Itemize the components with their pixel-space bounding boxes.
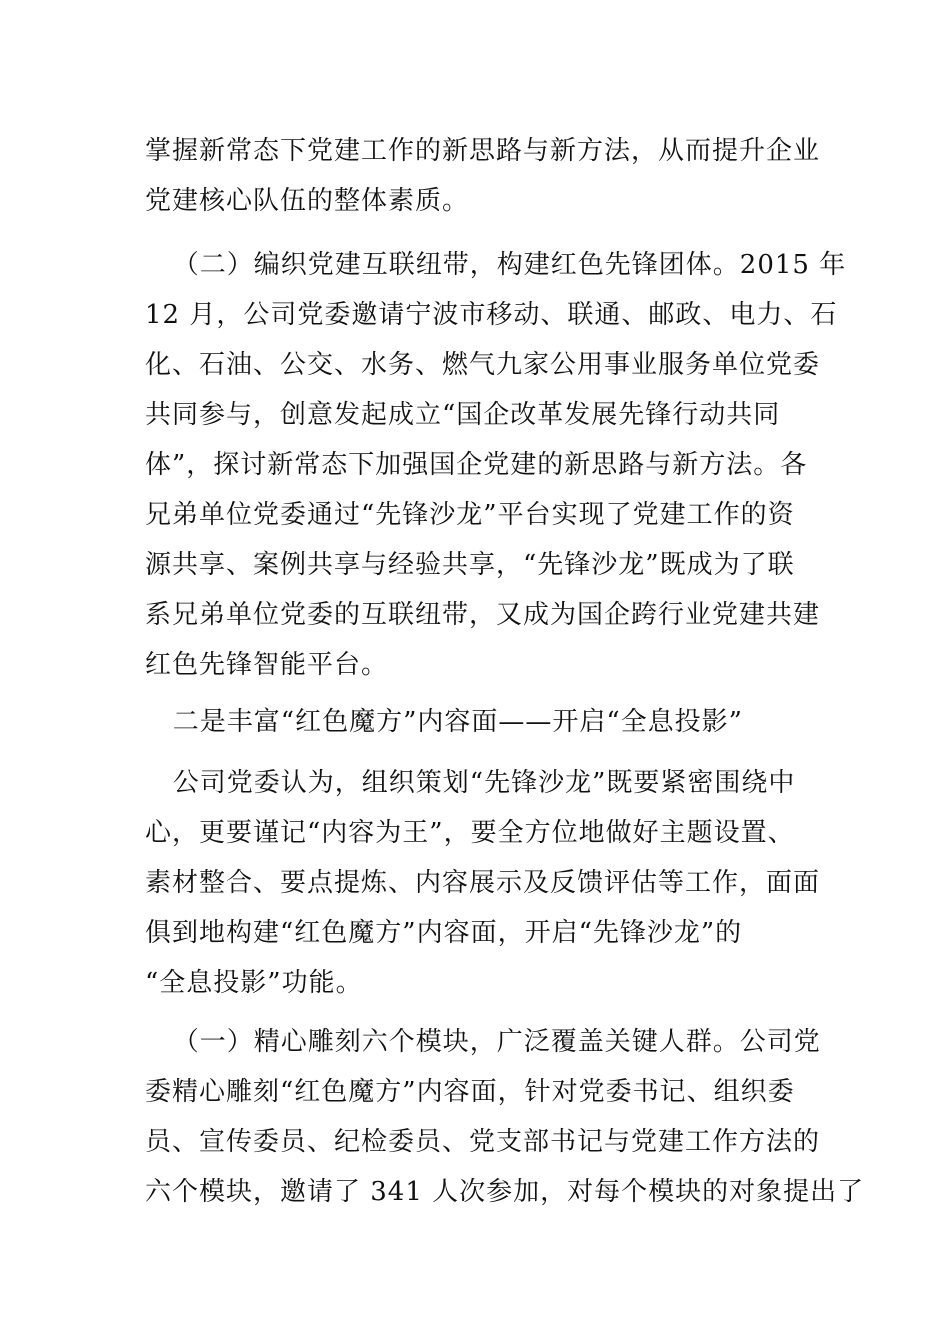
- text-line: （一）精心雕刻六个模块，广泛覆盖关键人群。公司党: [145, 1027, 821, 1057]
- paragraph-2: [145, 240, 847, 690]
- text-line: （二）编织党建互联纽带，构建红色先锋团体。2015 年: [145, 250, 847, 280]
- text-line: 源共享、案例共享与经验共享，“先锋沙龙”既成为了联: [145, 550, 795, 580]
- text-line: 体”，探讨新常态下加强国企党建的新思路与新方法。各: [145, 450, 808, 480]
- text-line: 12 月，公司党委邀请宁波市移动、联通、邮政、电力、石: [145, 300, 838, 330]
- text-line: 委精心雕刻“红色魔方”内容面，针对党委书记、组织委: [145, 1077, 795, 1107]
- section-heading: [145, 697, 815, 747]
- text-line: 俱到地构建“红色魔方”内容面，开启“先锋沙龙”的: [145, 918, 743, 948]
- text-line: 掌握新常态下党建工作的新思路与新方法，从而提升企业: [145, 136, 821, 166]
- text-line: 红色先锋智能平台。: [145, 650, 389, 680]
- paragraph-4: [145, 1017, 865, 1217]
- text-line: 化、石油、公交、水务、燃气九家公用事业服务单位党委: [145, 350, 821, 380]
- text-line: 六个模块，邀请了 341 人次参加，对每个模块的对象提出了: [145, 1177, 865, 1207]
- text-line: “全息投影”功能。: [145, 968, 363, 998]
- paragraph-1: [145, 126, 821, 226]
- heading-line: 二是丰富“红色魔方”内容面——开启“全息投影”: [145, 707, 743, 737]
- text-line: 员、宣传委员、纪检委员、党支部书记与党建工作方法的: [145, 1127, 821, 1157]
- text-line: 共同参与，创意发起成立“国企改革发展先锋行动共同: [145, 400, 781, 430]
- text-line: 素材整合、要点提炼、内容展示及反馈评估等工作，面面: [145, 868, 821, 898]
- text-line: 党建核心队伍的整体素质。: [145, 186, 470, 216]
- text-line: 公司党委认为，组织策划“先锋沙龙”既要紧密围绕中: [145, 768, 796, 798]
- text-line: 系兄弟单位党委的互联纽带，又成为国企跨行业党建共建: [145, 600, 821, 630]
- text-line: 心，更要谨记“内容为王”，要全方位地做好主题设置、: [145, 818, 795, 848]
- paragraph-3: [145, 758, 821, 1008]
- text-line: 兄弟单位党委通过“先锋沙龙”平台实现了党建工作的资: [145, 500, 795, 530]
